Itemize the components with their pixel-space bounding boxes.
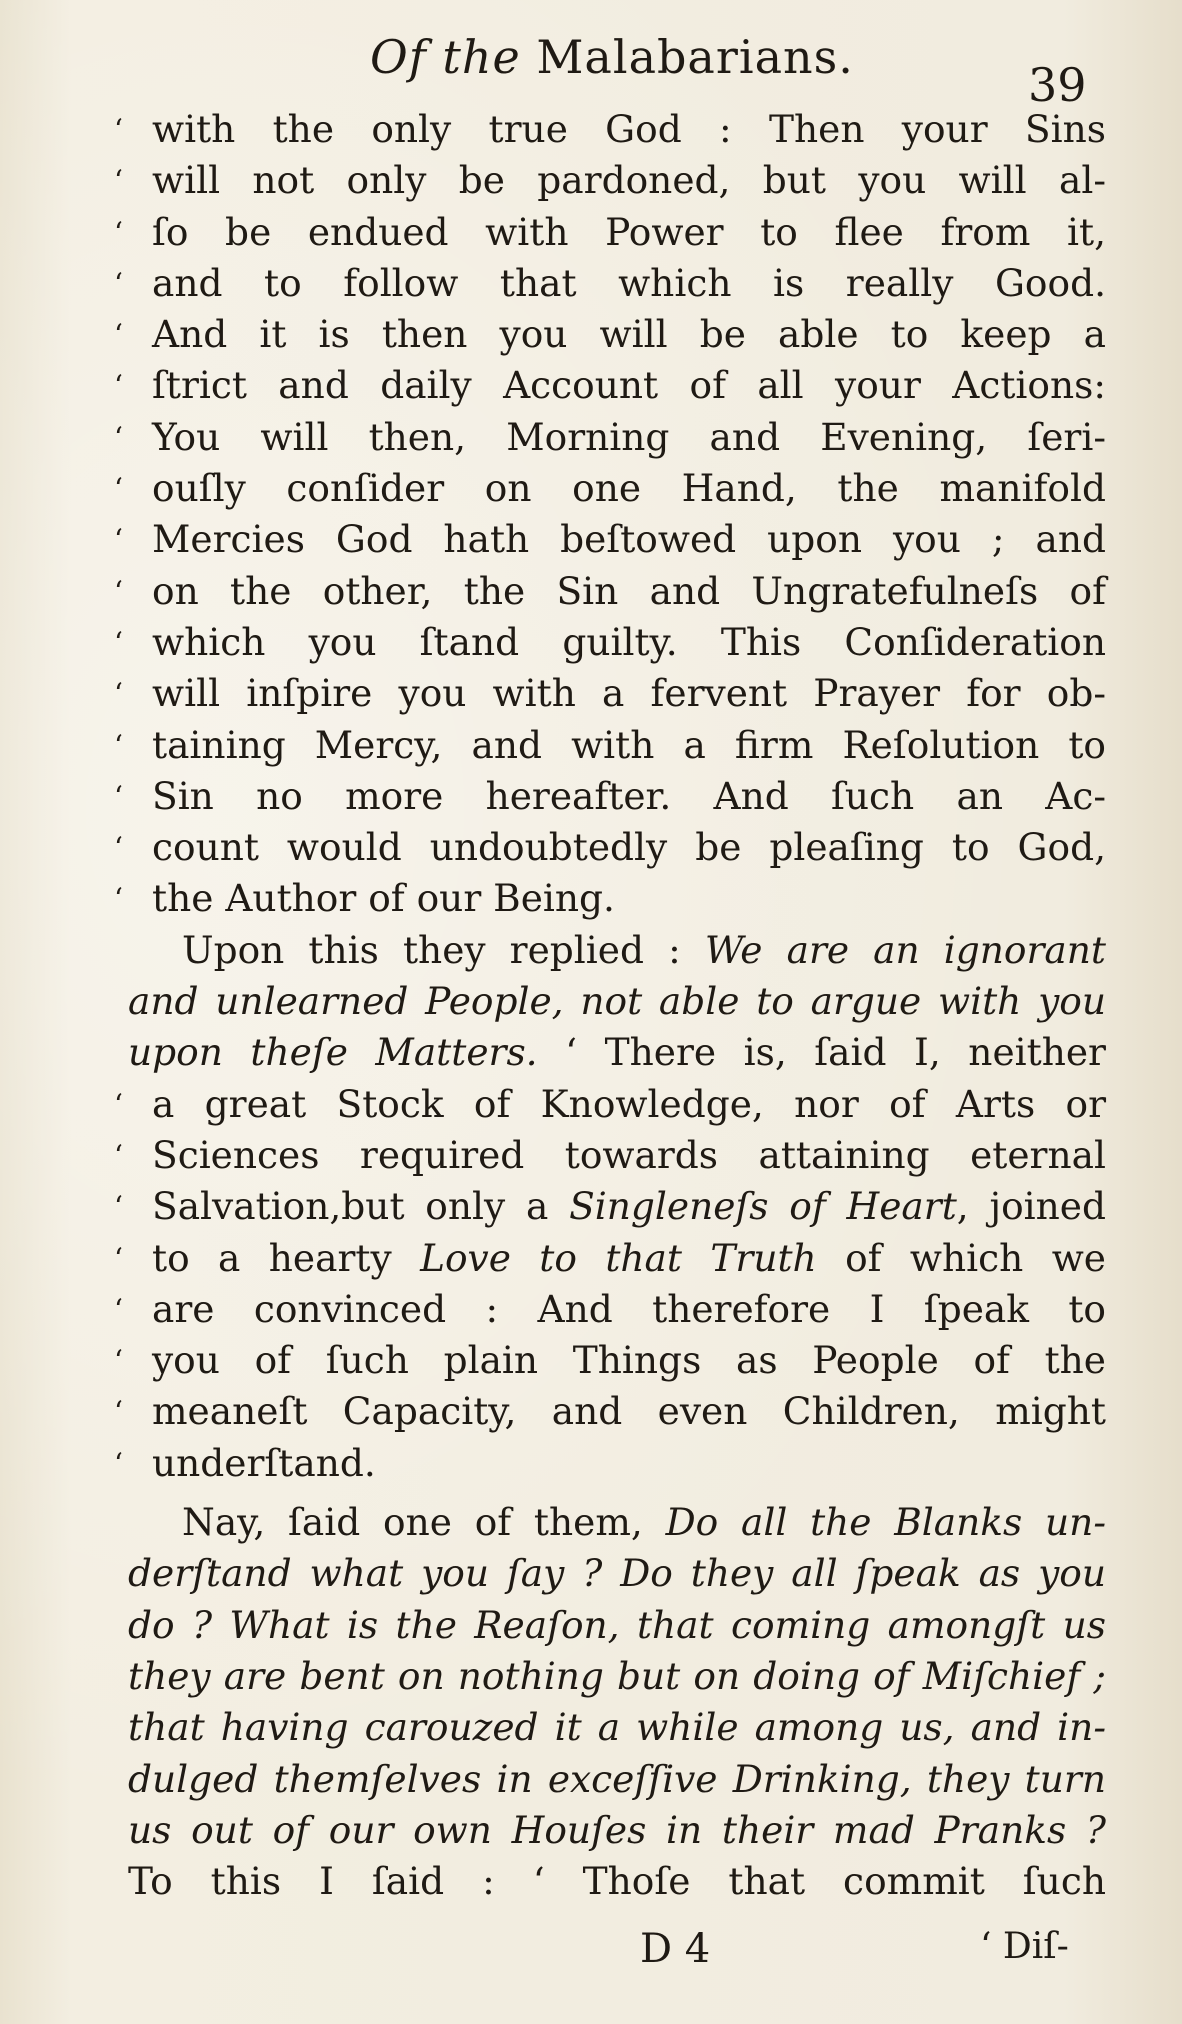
line-text: count would undoubtedly be pleaſing to God, <box>152 825 1106 870</box>
line-text: you of ſuch plain Things as People of the <box>152 1338 1106 1383</box>
text-line <box>0 1181 1182 1232</box>
title-prefix: Of the <box>370 30 521 84</box>
text-line <box>0 1651 1182 1702</box>
quote-mark: ‘ <box>114 779 123 813</box>
roman-text: Nay, ſaid one of them, <box>182 1500 666 1545</box>
line-text: with the only true God : Then your Sins <box>152 107 1106 151</box>
quote-mark: ‘ <box>114 1344 123 1378</box>
text-line <box>0 1284 1182 1335</box>
line-text <box>152 1181 1106 1232</box>
text-line <box>0 1497 1182 1548</box>
quote-mark: ‘ <box>114 677 123 711</box>
line-text: and unlearned People, not able to argue with you <box>128 979 1106 1024</box>
text-line <box>0 771 1182 822</box>
text-line <box>0 1027 1182 1078</box>
line-text: ouſly conſider on one Hand, the manifold <box>152 466 1106 511</box>
line-text <box>152 1233 1106 1284</box>
italic-text: We are an ignorant <box>704 927 1106 972</box>
line-text: Mercies God hath beſtowed upon you ; and <box>152 517 1106 562</box>
quote-mark: ‘ <box>114 882 123 916</box>
quote-mark: ‘ <box>114 1292 123 1326</box>
line-text: do ? What is the Reaſon, that coming amongſt us <box>128 1602 1106 1647</box>
quote-mark: ‘ <box>114 831 123 865</box>
text-line <box>0 1548 1182 1599</box>
quote-mark: ‘ <box>114 472 123 506</box>
quote-mark: ‘ <box>114 1241 123 1275</box>
line-text: will not only be pardoned, but you will al- <box>152 158 1106 203</box>
text-line <box>0 1335 1182 1386</box>
quote-mark: ‘ <box>114 523 123 557</box>
catchword: ‘ Diſ- <box>980 1926 1069 1967</box>
text-line <box>0 1754 1182 1805</box>
quote-mark: ‘ <box>114 369 123 403</box>
line-text: You will then, Morning and Evening, ſeri- <box>152 414 1106 459</box>
line-text <box>182 925 1106 976</box>
line-text: a great Stock of Knowledge, nor of Arts or <box>152 1081 1106 1126</box>
text-line <box>0 1856 1182 1907</box>
line-text: are convinced : And therefore I ſpeak to <box>152 1286 1106 1331</box>
text-line <box>0 155 1182 206</box>
text-line <box>0 1600 1182 1651</box>
italic-text: Do all the Blanks un- <box>665 1500 1106 1545</box>
roman-text: ‘ There is, ſaid I, neither <box>537 1030 1106 1075</box>
page-footer <box>0 1926 1182 1986</box>
quote-mark: ‘ <box>114 1395 123 1429</box>
quote-mark: ‘ <box>114 1087 123 1121</box>
line-text: us out of our own Houſes in their mad Pranks ? <box>128 1807 1106 1852</box>
line-text: ſtrict and daily Account of all your Actions: <box>152 363 1106 408</box>
line-text: meaneſt Capacity, and even Children, might <box>152 1389 1106 1434</box>
text-line <box>0 925 1182 976</box>
line-text: that having carouzed it a while among us, and in- <box>128 1705 1106 1750</box>
text-line <box>0 309 1182 360</box>
italic-text: Singleneſs of Heart <box>569 1184 957 1229</box>
text-line <box>0 822 1182 873</box>
text-line <box>0 1438 1182 1489</box>
quote-mark: ‘ <box>114 420 123 454</box>
text-line <box>0 976 1182 1027</box>
text-line <box>0 104 1182 155</box>
italic-text: upon theſe Matters. <box>128 1030 538 1075</box>
text-line <box>0 258 1182 309</box>
quote-mark: ‘ <box>114 625 123 659</box>
quote-mark: ‘ <box>114 164 123 198</box>
roman-text: of which we <box>816 1235 1106 1280</box>
line-text: dulged themſelves in exceſſive Drinking, they turn <box>128 1756 1106 1801</box>
quote-mark: ‘ <box>114 728 123 762</box>
text-line <box>0 514 1182 565</box>
text-line <box>0 207 1182 258</box>
page-title <box>370 30 854 84</box>
text-line <box>0 1130 1182 1181</box>
text-line <box>0 412 1182 463</box>
quote-mark: ‘ <box>114 318 123 352</box>
text-body <box>0 104 1182 1907</box>
text-line <box>0 463 1182 514</box>
line-text <box>182 1497 1106 1548</box>
text-line <box>0 720 1182 771</box>
line-text: will inſpire you with a fervent Prayer for ob- <box>152 671 1106 716</box>
text-line <box>0 566 1182 617</box>
paragraph-gap <box>0 1489 1182 1497</box>
quote-mark: ‘ <box>114 574 123 608</box>
text-line <box>0 617 1182 668</box>
text-line <box>0 360 1182 411</box>
quote-mark: ‘ <box>114 215 123 249</box>
roman-text: Upon this they replied : <box>182 927 705 972</box>
line-text: And it is then you will be able to keep a <box>152 312 1106 357</box>
roman-text: to a hearty <box>152 1235 421 1280</box>
signature-mark: D 4 <box>640 1926 711 1972</box>
line-text: underſtand. <box>152 1440 376 1485</box>
line-text: they are bent on nothing but on doing of Miſchief ; <box>128 1653 1106 1698</box>
running-head <box>0 22 1182 112</box>
page-number: 39 <box>1028 58 1087 112</box>
text-line <box>0 873 1182 924</box>
line-text <box>128 1027 1106 1078</box>
line-text: derſtand what you ſay ? Do they all ſpeak as you <box>128 1551 1106 1596</box>
roman-text: Salvation,but only a <box>152 1184 570 1229</box>
text-line <box>0 668 1182 719</box>
text-line <box>0 1079 1182 1130</box>
title-main: Malabarians. <box>536 30 854 84</box>
line-text: which you ſtand guilty. This Conſideration <box>152 619 1106 664</box>
quote-mark: ‘ <box>114 1446 123 1480</box>
quote-mark: ‘ <box>114 1138 123 1172</box>
quote-mark: ‘ <box>114 113 123 146</box>
roman-text: , joined <box>956 1184 1107 1229</box>
text-line <box>0 1805 1182 1856</box>
text-line <box>0 1702 1182 1753</box>
line-text: the Author of our Being. <box>152 876 615 921</box>
italic-text: Love to that Truth <box>420 1235 817 1280</box>
line-text: on the other, the Sin and Ungratefulneſs of <box>152 568 1106 613</box>
line-text: Sin no more hereafter. And ſuch an Ac- <box>152 773 1106 818</box>
line-text: To this I ſaid : ‘ Thoſe that commit ſuch <box>128 1859 1106 1904</box>
text-line <box>0 1386 1182 1437</box>
line-text: ſo be endued with Power to flee from it, <box>152 209 1106 254</box>
line-text: Sciences required towards attaining eternal <box>152 1132 1106 1177</box>
line-text: and to follow that which is really Good. <box>152 260 1106 305</box>
quote-mark: ‘ <box>114 1190 123 1224</box>
quote-mark: ‘ <box>114 266 123 300</box>
text-line <box>0 1233 1182 1284</box>
line-text: taining Mercy, and with a firm Reſolution to <box>152 722 1106 767</box>
